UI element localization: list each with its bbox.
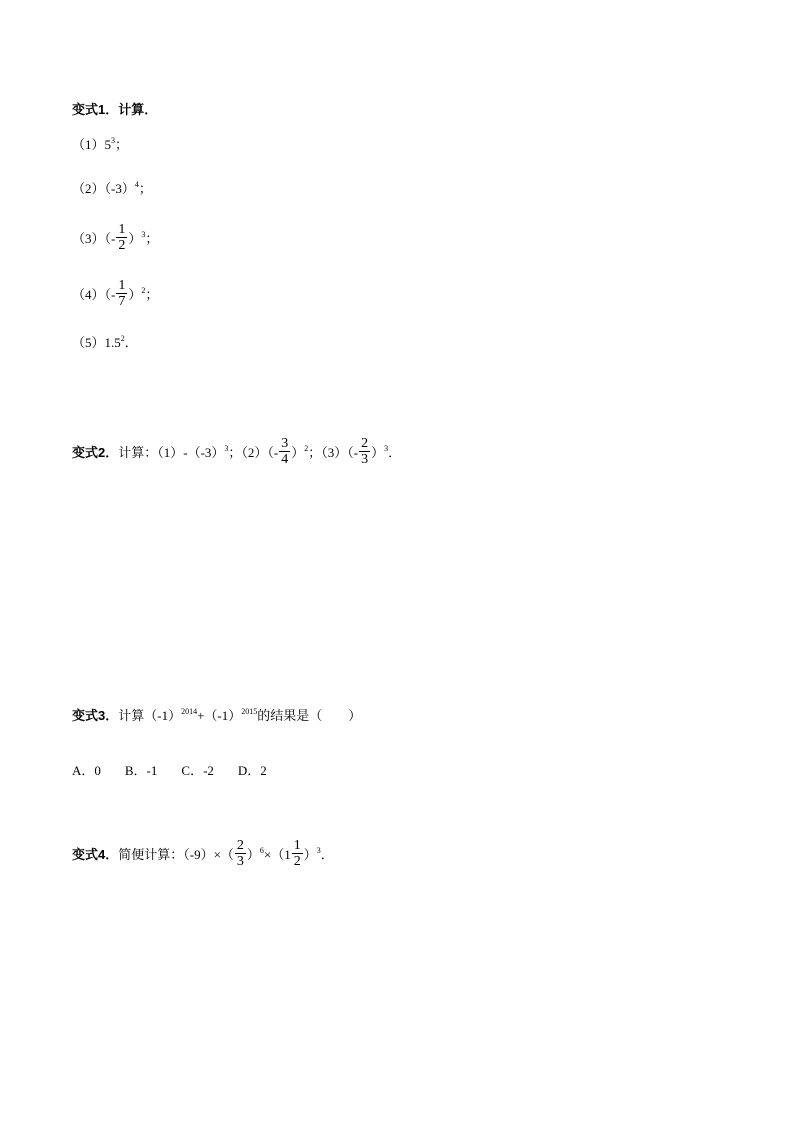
exercise-1-item-5 [72,332,138,351]
exercise-1-title: 变式1．计算． [72,102,158,117]
exercise-2-part-3: ；（3）（- [308,445,359,460]
denominator: 7 [118,294,126,309]
close-paren: ） [371,445,385,460]
close-paren: ） [303,847,317,862]
numerator: 2 [361,436,369,451]
numerator: 1 [118,278,126,293]
exponent: 4 [134,180,139,189]
exercise-2-title: 变式2． [72,445,119,460]
item-label: （4）（- [72,287,116,302]
exponent: 3 [316,846,321,855]
denominator: 2 [293,854,301,869]
exercise-2-part-1: 计算：（1）-（-3） [118,445,225,460]
exercise-3-lead: 计算（-1） [118,708,182,723]
exercise-3-mid: +（-1） [197,708,242,723]
exponent: 3 [224,444,229,453]
exponent: 2015 [241,707,258,716]
close-paren: ） [246,847,260,862]
denominator: 3 [236,854,244,869]
option-c: C．-2 [181,763,214,778]
exercise-4-lead: 简便计算：（-9）×（ [118,847,234,862]
exercise-3 [72,705,361,724]
exercise-2-part-2: ；（2）（- [228,445,279,460]
exponent: 2 [120,334,125,343]
item-tail: ； [145,231,159,246]
denominator: 2 [118,238,126,253]
exercise-1-item-1 [72,134,128,153]
fraction [116,278,127,309]
period: ． [320,847,334,862]
numerator: 1 [293,838,301,853]
fraction [235,838,246,869]
exercise-3-title: 变式3． [72,708,119,723]
exponent: 3 [384,444,389,453]
option-a: A．0 [72,763,101,778]
option-d: D．2 [237,763,267,778]
fraction [279,436,290,467]
numerator: 3 [281,436,289,451]
fraction [292,838,303,869]
item-label: （3）（- [72,231,116,246]
exponent: 3 [111,136,116,145]
exponent: 2 [304,444,309,453]
close-paren: ） [128,231,142,246]
exercise-4 [72,838,334,869]
numerator: 1 [118,222,126,237]
denominator: 3 [361,452,369,467]
option-b: B．-1 [124,763,158,778]
close-paren: ） [128,287,142,302]
numerator: 2 [236,838,244,853]
item-tail: ； [138,181,152,196]
item-tail: ． [124,335,138,350]
fraction [116,222,127,253]
exponent: 2014 [181,707,198,716]
fraction [359,436,370,467]
exercise-1-item-4 [72,278,158,309]
period: ． [388,445,402,460]
exercise-4-title: 变式4． [72,847,119,862]
exercise-1-item-2 [72,178,152,197]
item-label: （1）5 [72,137,112,152]
exponent: 2 [141,286,146,295]
exercise-3-tail: 的结果是（ ） [257,708,362,723]
exercise-1-item-3 [72,222,158,253]
item-tail: ； [145,287,159,302]
exponent: 6 [259,846,264,855]
denominator: 4 [281,452,289,467]
exercise-4-mid: ×（1 [263,847,291,862]
item-label: （5）1.5 [72,335,121,350]
exponent: 3 [141,230,146,239]
exercise-2 [72,436,401,467]
exercise-3-options [72,760,267,779]
item-tail: ； [115,137,129,152]
close-paren: ） [291,445,305,460]
item-label: （2）（-3） [72,181,135,196]
